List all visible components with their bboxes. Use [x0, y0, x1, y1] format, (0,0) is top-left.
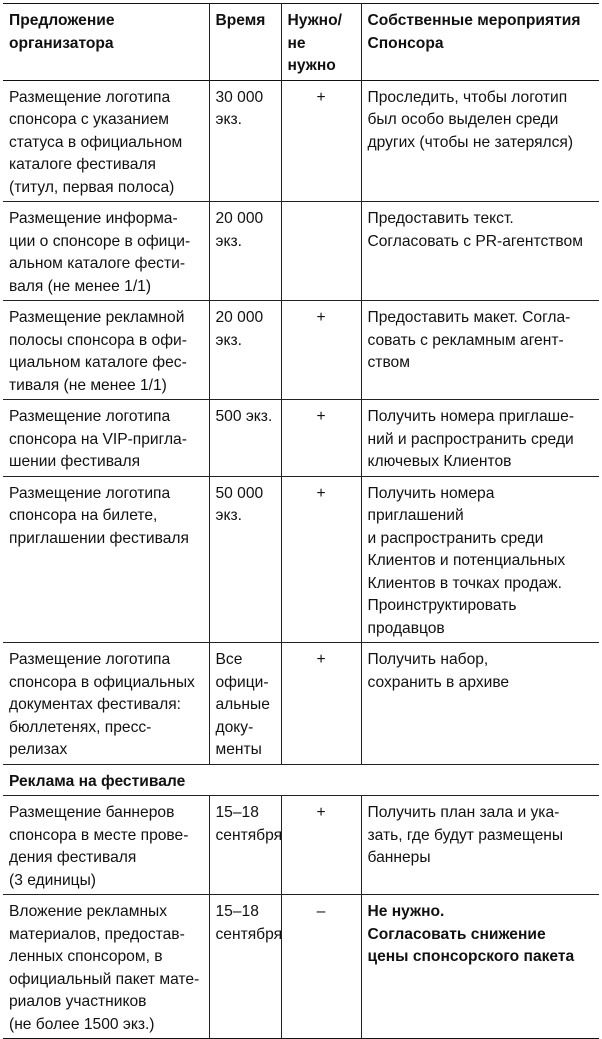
offer-text: спонсора на VIP-пригла- [9, 430, 187, 448]
action-text: Клиентов и потенциальных [367, 552, 566, 569]
offer-text: приглашении фестиваля [9, 529, 189, 547]
action-text: Получить номера [367, 484, 495, 502]
time-text: экз. [215, 507, 242, 524]
offer-cell [3, 400, 209, 477]
table-body [3, 80, 599, 1039]
header-text: не нужно [287, 34, 336, 74]
offer-text: Размещение логотипа [9, 408, 171, 425]
table-row [3, 80, 599, 202]
offer-text: риалов участников [9, 993, 147, 1010]
offer-text: (3 единицы) [9, 871, 96, 889]
action-text: ключевых Клиентов [367, 453, 512, 470]
time-text: 50 000 [215, 484, 264, 502]
time-text: 15–18 [215, 903, 259, 920]
offer-text: Размещение информа- [9, 210, 178, 227]
offer-text: дения фестиваля [9, 849, 137, 866]
action-text: был особо выделен среди [367, 111, 559, 128]
offer-cell [3, 643, 209, 765]
offer-text: циальном каталоге фес- [9, 354, 187, 371]
action-text: цены спонсорского пакета [367, 948, 575, 965]
action-text: приглашений [367, 507, 464, 524]
need-mark: + [316, 408, 326, 425]
action-text: зать, где будут размещены [367, 826, 564, 844]
sponsor-actions-cell [361, 400, 599, 477]
need-cell [281, 400, 361, 477]
section-row [3, 764, 599, 796]
need-mark: – [316, 903, 326, 920]
header-sponsor-actions [361, 4, 599, 81]
table-row [3, 400, 599, 477]
table-row [3, 476, 599, 643]
offer-text: материалов, предостав- [9, 925, 185, 943]
sponsor-actions-cell [361, 301, 599, 400]
need-mark: + [316, 484, 326, 502]
time-text: экз. [215, 111, 242, 128]
header-time [209, 4, 281, 81]
time-text: доку- [215, 718, 254, 736]
table-row [3, 202, 599, 301]
header-text: Собственные мероприятия [367, 12, 581, 29]
offer-text: спонсора в официальных [9, 673, 195, 691]
action-text: Согласовать с PR-агентством [367, 232, 583, 250]
header-need [281, 4, 361, 81]
action-text: баннеры [367, 849, 431, 866]
need-cell [281, 895, 361, 1039]
need-mark: + [316, 804, 326, 821]
need-cell [281, 301, 361, 400]
action-text: Предоставить макет. Согла- [367, 309, 571, 326]
time-cell [209, 202, 281, 301]
time-text: Все [215, 651, 243, 668]
offer-text: релизах [9, 741, 68, 758]
offer-text: тиваля (не менее 1/1) [9, 376, 167, 394]
offer-text: валя (не менее 1/1) [9, 277, 152, 295]
action-text: Получить номера приглаше- [367, 408, 575, 425]
time-cell [209, 476, 281, 643]
offer-text: спонсора с указанием [9, 111, 169, 128]
time-cell [209, 643, 281, 765]
table-row [3, 895, 599, 1039]
action-text: других (чтобы не затерялся) [367, 133, 574, 151]
action-text: Не нужно. [367, 903, 445, 920]
offer-text: документах фестиваля: [9, 696, 181, 713]
table-header [3, 4, 599, 81]
offer-cell [3, 202, 209, 301]
need-cell [281, 202, 361, 301]
action-text: Согласовать снижение [367, 925, 546, 943]
time-text: сентября [215, 826, 283, 844]
offer-text: Размещение логотипа [9, 651, 171, 668]
time-cell [209, 301, 281, 400]
time-cell [209, 80, 281, 202]
sponsor-actions-cell [361, 80, 599, 202]
time-text: 500 экз. [215, 408, 273, 425]
offer-text: Размещение логотипа [9, 484, 171, 502]
table-row [3, 796, 599, 895]
offer-text: Вложение рекламных [9, 903, 168, 920]
sponsor-actions-cell [361, 202, 599, 301]
time-text: экз. [215, 331, 242, 349]
time-text: экз. [215, 232, 242, 250]
time-text: альные [215, 696, 270, 713]
time-text: 30 000 [215, 88, 264, 106]
offer-text: ции о спонсоре в офици- [9, 232, 191, 250]
offer-text: альном каталоге фести- [9, 255, 186, 272]
need-cell [281, 80, 361, 202]
section-title: Реклама на фестивале [9, 772, 186, 790]
time-cell [209, 400, 281, 477]
need-cell [281, 796, 361, 895]
need-mark: + [316, 309, 326, 326]
header-offer [3, 4, 209, 81]
sponsor-actions-cell [361, 796, 599, 895]
offer-text: полосы спонсора в офи- [9, 331, 187, 349]
offer-text: шении фестиваля [9, 453, 141, 470]
header-text: организатора [9, 34, 114, 52]
offer-text: Размещение баннеров [9, 804, 175, 821]
header-text: Предложение [9, 12, 115, 29]
action-text: продавцов [367, 619, 445, 637]
action-text: Предоставить текст. [367, 210, 514, 227]
need-mark: + [316, 88, 326, 106]
time-cell [209, 796, 281, 895]
need-cell [281, 643, 361, 765]
sponsorship-table [3, 3, 599, 1039]
time-text: менты [215, 741, 262, 758]
action-text: Получить план зала и ука- [367, 804, 560, 821]
time-text: 20 000 [215, 309, 264, 326]
offer-cell [3, 301, 209, 400]
action-text: ний и распространить среди [367, 430, 574, 448]
offer-text: спонсора на билете, [9, 507, 158, 524]
time-text: офици- [215, 673, 269, 691]
action-text: Клиентов в точках продаж. [367, 574, 562, 592]
offer-cell [3, 895, 209, 1039]
offer-text: бюллетенях, пресс- [9, 718, 152, 736]
sponsor-actions-cell [361, 476, 599, 643]
time-text: 15–18 [215, 804, 259, 821]
offer-cell [3, 476, 209, 643]
action-text: Получить набор, [367, 651, 489, 668]
action-text: ством [367, 354, 410, 371]
time-text: сентября [215, 925, 283, 943]
offer-text: ленных спонсором, в [9, 948, 163, 965]
offer-text: Размещение рекламной [9, 309, 185, 326]
time-text: 20 000 [215, 210, 264, 227]
action-text: Проследить, чтобы логотип [367, 88, 568, 106]
action-text: совать с рекламным агент- [367, 331, 564, 349]
sponsor-actions-cell [361, 643, 599, 765]
offer-text: Размещение логотипа [9, 88, 171, 106]
need-cell [281, 476, 361, 643]
sponsor-actions-cell [361, 895, 599, 1039]
time-cell [209, 895, 281, 1039]
offer-cell [3, 796, 209, 895]
table-row [3, 301, 599, 400]
action-text: и распространить среди [367, 529, 544, 547]
offer-cell [3, 80, 209, 202]
action-text: Проинструктировать [367, 597, 517, 614]
header-text: Спонсора [367, 34, 444, 52]
offer-text: статуса в официальном [9, 133, 183, 151]
table-row [3, 643, 599, 765]
need-mark: + [316, 651, 326, 668]
header-text: Нужно/ [287, 12, 342, 29]
offer-text: каталоге фестиваля [9, 156, 156, 173]
offer-text: спонсора в месте прове- [9, 826, 189, 844]
offer-text: официальный пакет мате- [9, 970, 200, 988]
action-text: сохранить в архиве [367, 673, 510, 691]
offer-text: (титул, первая полоса) [9, 178, 175, 196]
offer-text: (не более 1500 экз.) [9, 1015, 155, 1033]
header-text: Время [215, 12, 266, 29]
